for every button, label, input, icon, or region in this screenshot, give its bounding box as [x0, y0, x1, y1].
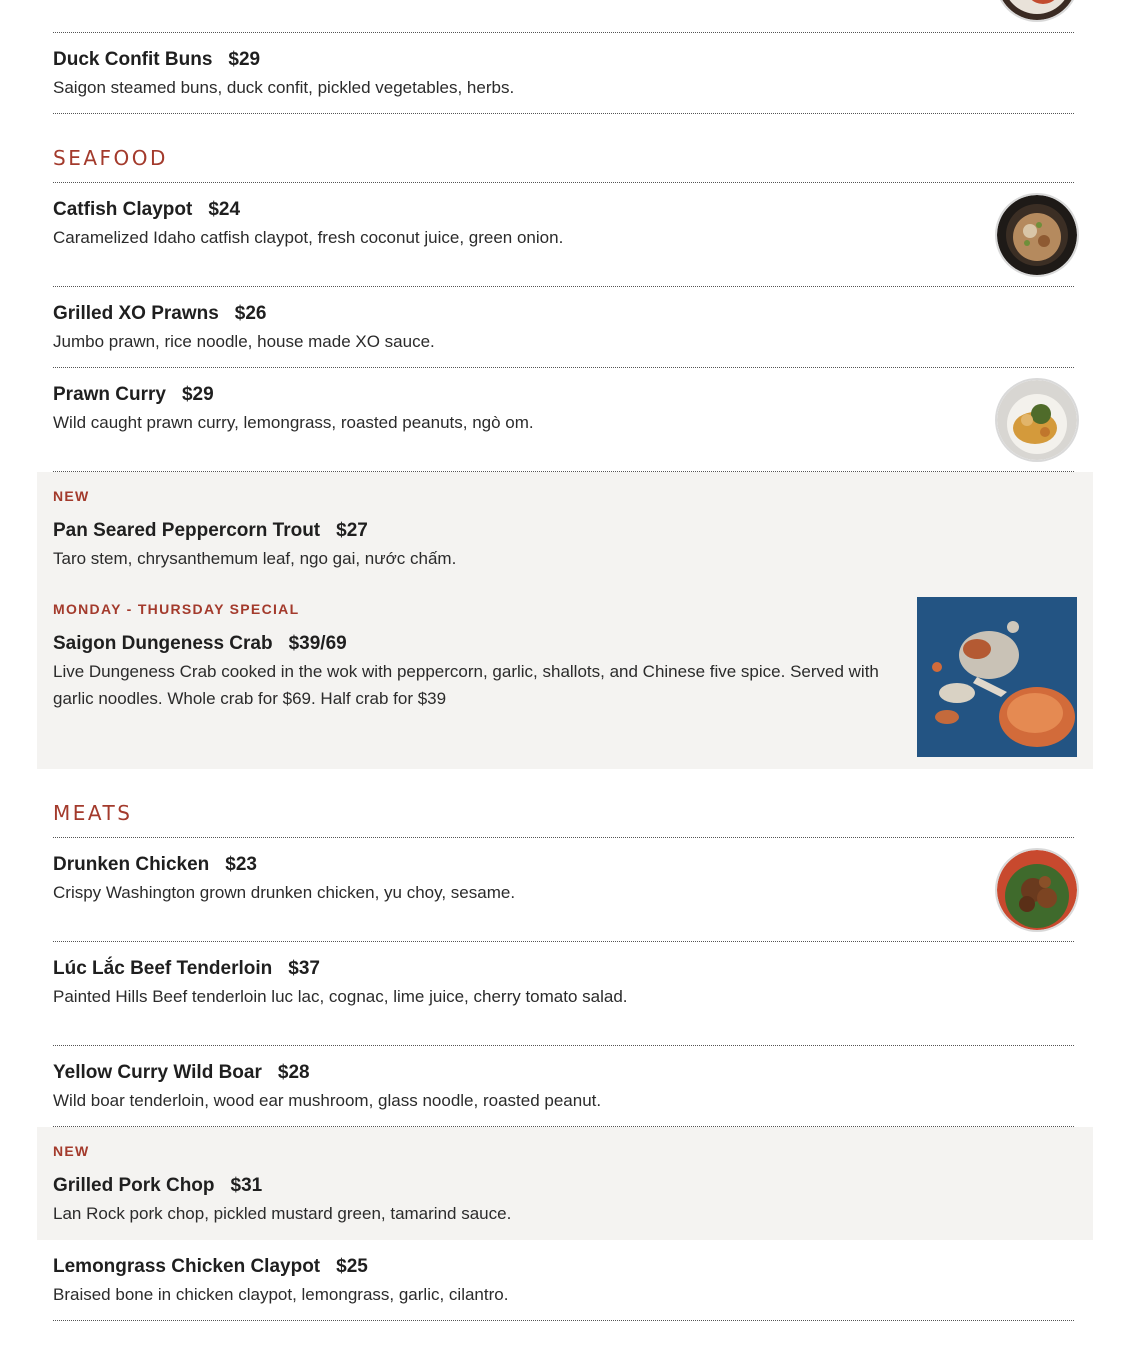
divider: [53, 1045, 1074, 1046]
item-name: Duck Confit Buns: [53, 49, 213, 70]
item-name: Lemongrass Chicken Claypot: [53, 1256, 321, 1277]
menu-item-grilled-pork-chop[interactable]: [53, 1173, 893, 1227]
divider: [53, 941, 1074, 942]
catfish-claypot-photo[interactable]: [997, 195, 1077, 275]
divider: [53, 113, 1074, 114]
prawn-curry-photo[interactable]: [997, 380, 1077, 460]
new-badge: NEW: [53, 488, 90, 504]
divider: [53, 182, 1074, 183]
item-description: Lan Rock pork chop, pickled mustard green, tamarind sauce.: [53, 1204, 512, 1223]
item-description: Taro stem, chrysanthemum leaf, ngo gai, nước chấm.: [53, 549, 457, 568]
item-description: Painted Hills Beef tenderloin luc lac, cognac, lime juice, cherry tomato salad.: [53, 987, 628, 1006]
item-name: Yellow Curry Wild Boar: [53, 1062, 262, 1083]
item-price: $37: [288, 958, 320, 979]
new-badge: NEW: [53, 1143, 90, 1159]
item-price: $29: [181, 384, 214, 405]
menu-item-saigon-dungeness-crab[interactable]: [53, 631, 893, 712]
item-description: Saigon steamed buns, duck confit, pickled vegetables, herbs.: [53, 78, 515, 97]
divider: [53, 32, 1074, 33]
item-name: Grilled Pork Chop: [53, 1175, 215, 1196]
item-price: $29: [228, 49, 261, 70]
item-description: Caramelized Idaho catfish claypot, fresh coconut juice, green onion.: [53, 228, 564, 247]
menu-item-yellow-curry-boar[interactable]: [53, 1060, 893, 1114]
item-name: Grilled XO Prawns: [53, 303, 219, 324]
menu-item-drunken-chicken[interactable]: [53, 852, 893, 906]
item-description: Crispy Washington grown drunken chicken, yu choy, sesame.: [53, 883, 516, 902]
item-name: Catfish Claypot: [53, 199, 193, 220]
item-description: Braised bone in chicken claypot, lemongrass, garlic, cilantro.: [53, 1285, 509, 1304]
item-name: Lúc Lắc Beef Tenderloin: [53, 958, 273, 979]
section-title-meats: MEATS: [53, 801, 133, 825]
menu-item-duck-confit-buns[interactable]: [53, 47, 893, 101]
menu-item-catfish-claypot[interactable]: [53, 197, 893, 251]
divider: [53, 286, 1074, 287]
item-name: Saigon Dungeness Crab: [53, 633, 273, 654]
item-price: $25: [336, 1256, 368, 1277]
menu-item-prawn-curry[interactable]: [53, 382, 893, 436]
section-title-seafood: SEAFOOD: [53, 146, 168, 170]
menu-item-pan-seared-trout[interactable]: [53, 518, 893, 572]
item-price: $39/69: [288, 633, 347, 654]
divider: [53, 1320, 1074, 1321]
menu-item-luc-lac-beef[interactable]: [53, 956, 893, 1010]
item-name: Prawn Curry: [53, 384, 166, 405]
item-price: $23: [225, 854, 257, 875]
item-description: Wild caught prawn curry, lemongrass, roasted peanuts, ngò om.: [53, 413, 534, 432]
dungeness-crab-photo[interactable]: [917, 597, 1077, 757]
item-description: Jumbo prawn, rice noodle, house made XO sauce.: [53, 332, 435, 351]
menu-item-grilled-xo-prawns[interactable]: [53, 301, 893, 355]
item-price: $26: [234, 303, 267, 324]
drunken-chicken-photo[interactable]: [997, 850, 1077, 930]
item-name: Pan Seared Peppercorn Trout: [53, 520, 321, 541]
menu-item-lemongrass-chicken-claypot[interactable]: [53, 1254, 893, 1308]
dish-photo-thumbnail-top: [997, 0, 1077, 20]
divider: [53, 367, 1074, 368]
item-price: $31: [230, 1175, 263, 1196]
item-price: $24: [208, 199, 241, 220]
item-price: $28: [277, 1062, 310, 1083]
item-name: Drunken Chicken: [53, 854, 210, 875]
divider: [53, 837, 1074, 838]
item-description: Live Dungeness Crab cooked in the wok with peppercorn, garlic, shallots, and Chinese five spice. Served with garlic noodles. Whole crab for $69. Half crab for $39: [53, 662, 879, 708]
special-badge: MONDAY - THURSDAY SPECIAL: [53, 601, 300, 617]
item-price: $27: [336, 520, 368, 541]
item-description: Wild boar tenderloin, wood ear mushroom, glass noodle, roasted peanut.: [53, 1091, 602, 1110]
